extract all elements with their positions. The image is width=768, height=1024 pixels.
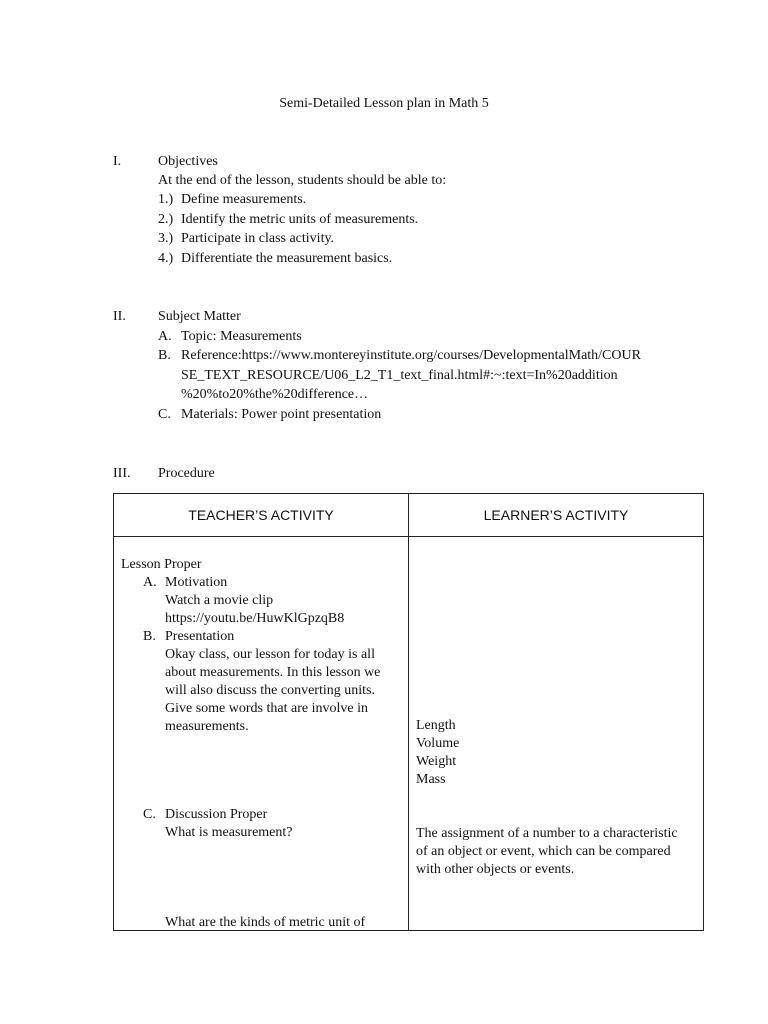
list-item-number: 4.) xyxy=(158,251,174,266)
presentation-title: Presentation xyxy=(165,629,235,644)
materials-text: Materials: Power point presentation xyxy=(181,407,382,422)
list-item-number: 1.) xyxy=(158,192,174,207)
list-item: Differentiate the measurement basics. xyxy=(181,251,393,266)
motivation-title: Motivation xyxy=(165,575,228,590)
discussion-question: What are the kinds of metric unit of xyxy=(165,915,366,930)
reference-line: %20%to20%the%20difference… xyxy=(181,387,369,402)
answer-word: Weight xyxy=(416,754,457,769)
lesson-proper-label: Lesson Proper xyxy=(121,557,202,572)
list-item-letter: A. xyxy=(158,329,172,344)
presentation-line: Okay class, our lesson for today is all xyxy=(165,647,375,662)
discussion-question: What is measurement? xyxy=(165,825,293,840)
table-row xyxy=(114,537,704,931)
definition-line: The assignment of a number to a characteristic xyxy=(416,826,678,841)
section-heading: Objectives xyxy=(158,154,218,169)
answer-word: Volume xyxy=(416,736,460,751)
teacher-activity-header: TEACHER’S ACTIVITY xyxy=(114,494,409,537)
section-heading: Subject Matter xyxy=(158,309,241,324)
procedure-table xyxy=(113,493,704,931)
presentation-line: about measurements. In this lesson we xyxy=(165,665,381,680)
motivation-text: Watch a movie clip xyxy=(165,593,274,608)
reference-line: SE_TEXT_RESOURCE/U06_L2_T1_text_final.html#:~:text=In%20addition xyxy=(181,368,618,383)
answer-word: Length xyxy=(416,718,456,733)
section-number: II. xyxy=(113,309,126,324)
presentation-line: measurements. xyxy=(165,719,249,734)
learner-activity-header: LEARNER’S ACTIVITY xyxy=(409,494,704,537)
discussion-title: Discussion Proper xyxy=(165,807,268,822)
presentation-line: will also discuss the converting units. xyxy=(165,683,375,698)
list-item-letter: C. xyxy=(158,407,171,422)
answer-word: Mass xyxy=(416,772,446,787)
definition-line: of an object or event, which can be compared xyxy=(416,844,671,859)
section-number: III. xyxy=(113,466,131,481)
list-item: Define measurements. xyxy=(181,192,307,207)
topic-text: Topic: Measurements xyxy=(181,329,302,344)
table-header-row xyxy=(114,494,704,537)
list-item-number: 3.) xyxy=(158,231,174,246)
page-title: Semi-Detailed Lesson plan in Math 5 xyxy=(279,96,489,111)
list-item: Participate in class activity. xyxy=(181,231,335,246)
learner-cell xyxy=(409,537,704,931)
list-item: Identify the metric units of measurements. xyxy=(181,212,419,227)
list-item-letter: A. xyxy=(143,575,157,590)
definition-line: with other objects or events. xyxy=(416,862,575,877)
presentation-line: Give some words that are involve in xyxy=(165,701,368,716)
motivation-link: https://youtu.be/HuwKlGpzqB8 xyxy=(165,611,345,626)
list-item-letter: B. xyxy=(158,348,171,363)
list-item-letter: C. xyxy=(143,807,156,822)
section-number: I. xyxy=(113,154,122,169)
teacher-cell xyxy=(114,537,409,931)
objectives-intro: At the end of the lesson, students should be able to: xyxy=(158,173,447,188)
list-item-letter: B. xyxy=(143,629,156,644)
list-item-number: 2.) xyxy=(158,212,174,227)
section-heading: Procedure xyxy=(158,466,215,481)
reference-line: Reference:https://www.montereyinstitute.org/courses/DevelopmentalMath/COUR xyxy=(181,348,641,363)
